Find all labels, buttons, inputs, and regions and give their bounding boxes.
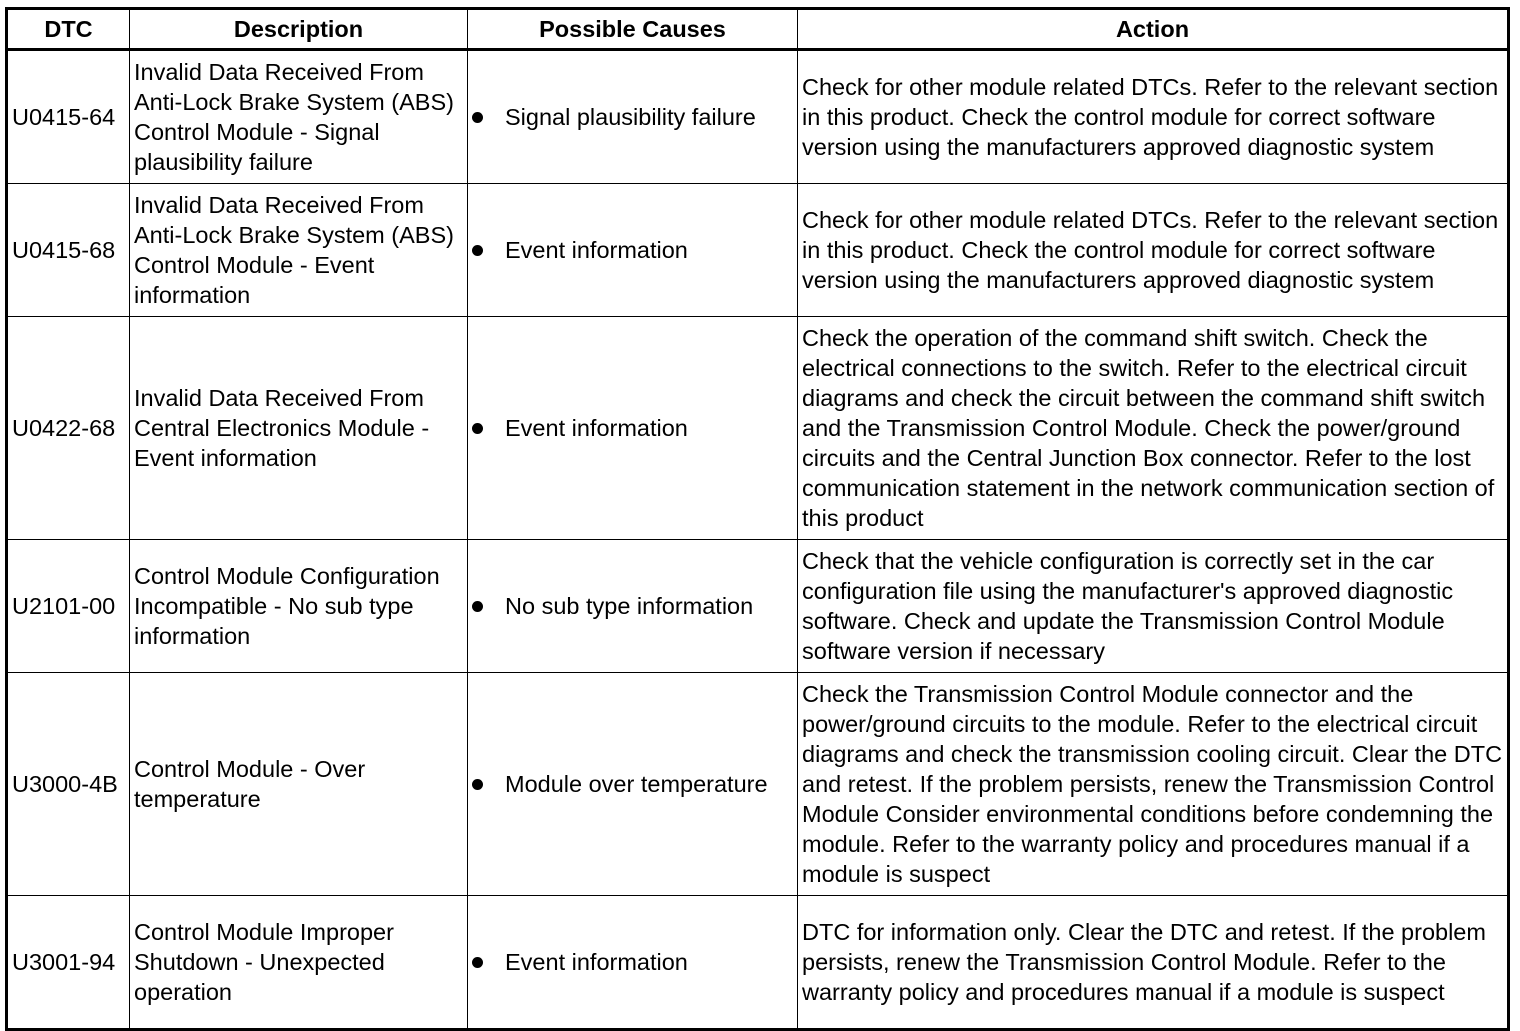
table-row <box>7 50 1509 184</box>
dtc-action: Check for other module related DTCs. Refer to the relevant section in this product. Check the control module for correct software version using the manufacturers approved diagnostic system <box>798 50 1509 184</box>
header-possible-causes: Possible Causes <box>468 9 798 50</box>
table-row <box>7 184 1509 317</box>
dtc-code: U3000-4B <box>7 673 130 896</box>
possible-cause-text: No sub type information <box>505 593 754 619</box>
possible-cause-cell <box>468 317 798 540</box>
dtc-action: Check the operation of the command shift switch. Check the electrical connections to the switch. Refer to the electrical circuit diagrams and check the circuit between the command shift switch and the Transmission Control Module. Check the power/ground circuits and the Central Junction Box connector. Refer to the lost communication statement in the network communication section of this product <box>798 317 1509 540</box>
dtc-action: DTC for information only. Clear the DTC and retest. If the problem persists, renew the Transmission Control Module. Refer to the warranty policy and procedures manual if a module is suspect <box>798 896 1509 1030</box>
table-body <box>7 50 1509 1030</box>
header-row <box>7 9 1509 50</box>
table-row <box>7 896 1509 1030</box>
table-row <box>7 673 1509 896</box>
dtc-description: Invalid Data Received From Central Electronics Module - Event information <box>130 317 468 540</box>
possible-cause <box>472 947 793 977</box>
bullet-icon <box>472 957 483 968</box>
dtc-action: Check that the vehicle configuration is correctly set in the car configuration file using the manufacturer's approved diagnostic software. Check and update the Transmission Control Module software version if necessary <box>798 540 1509 673</box>
table-row <box>7 540 1509 673</box>
header-dtc: DTC <box>7 9 130 50</box>
possible-cause-cell <box>468 540 798 673</box>
bullet-icon <box>472 601 483 612</box>
possible-cause-cell <box>468 50 798 184</box>
table-row <box>7 317 1509 540</box>
dtc-code: U0415-64 <box>7 50 130 184</box>
possible-cause-cell <box>468 896 798 1030</box>
possible-cause-cell <box>468 673 798 896</box>
dtc-code: U2101-00 <box>7 540 130 673</box>
dtc-description: Control Module Improper Shutdown - Unexpected operation <box>130 896 468 1030</box>
bullet-icon <box>472 779 483 790</box>
possible-cause-text: Module over temperature <box>505 771 768 797</box>
header-description: Description <box>130 9 468 50</box>
dtc-action: Check the Transmission Control Module connector and the power/ground circuits to the module. Refer to the electrical circuit diagrams and check the transmission cooling circuit. Clear the DTC and retest. If the problem persists, renew the Transmission Control Module Consider environmental conditions before condemning the module. Refer to the warranty policy and procedures manual if a module is suspect <box>798 673 1509 896</box>
possible-cause-text: Signal plausibility failure <box>505 104 756 130</box>
dtc-action: Check for other module related DTCs. Refer to the relevant section in this product. Check the control module for correct software version using the manufacturers approved diagnostic system <box>798 184 1509 317</box>
dtc-description: Control Module - Over temperature <box>130 673 468 896</box>
bullet-icon <box>472 112 483 123</box>
possible-cause-text: Event information <box>505 237 688 263</box>
possible-cause <box>472 102 793 132</box>
dtc-code: U3001-94 <box>7 896 130 1030</box>
dtc-description: Control Module Configuration Incompatible - No sub type information <box>130 540 468 673</box>
dtc-code: U0422-68 <box>7 317 130 540</box>
possible-cause <box>472 413 793 443</box>
possible-cause <box>472 235 793 265</box>
header-action: Action <box>798 9 1509 50</box>
possible-cause-cell <box>468 184 798 317</box>
bullet-icon <box>472 245 483 256</box>
dtc-code: U0415-68 <box>7 184 130 317</box>
dtc-description: Invalid Data Received From Anti-Lock Brake System (ABS) Control Module - Event information <box>130 184 468 317</box>
dtc-table <box>5 7 1510 1031</box>
possible-cause-text: Event information <box>505 415 688 441</box>
bullet-icon <box>472 423 483 434</box>
possible-cause-text: Event information <box>505 949 688 975</box>
possible-cause <box>472 591 793 621</box>
dtc-description: Invalid Data Received From Anti-Lock Brake System (ABS) Control Module - Signal plausibility failure <box>130 50 468 184</box>
possible-cause <box>472 769 793 799</box>
table-header <box>7 9 1509 50</box>
